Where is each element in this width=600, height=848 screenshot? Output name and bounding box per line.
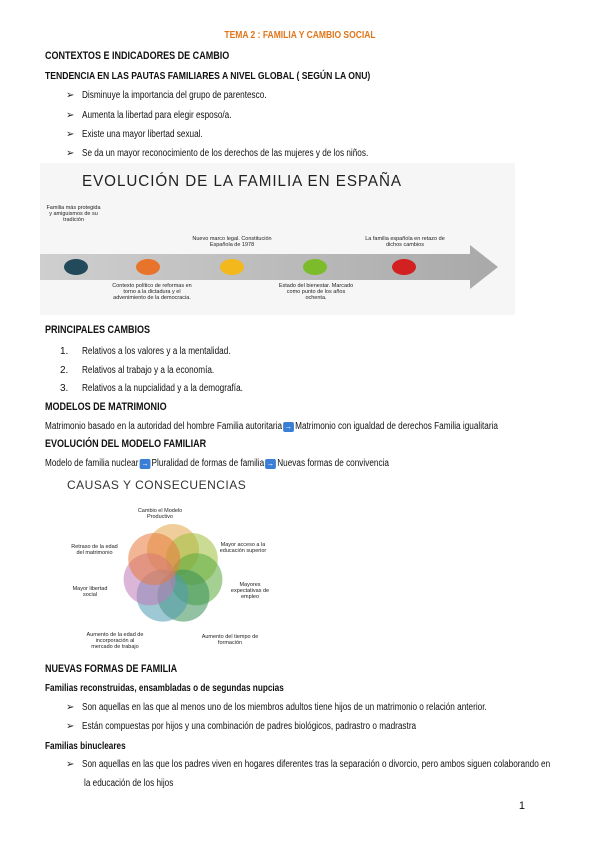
arrowhead-bullet-icon: ➢ [66,721,75,732]
timeline-note-bottom-1: Contexto político de reformas en torno a la dictadura y el advenimiento de la democracia. [112,283,192,301]
right-arrow-icon: → [284,422,293,431]
cause-label: Mayores expectativas de empleo [230,582,270,600]
right-arrow-icon: → [267,459,275,468]
right-arrow-icon: → [141,459,149,468]
timeline-note-bottom-2: Estado del bienestar. Marcado como punto de los años ochenta. [278,283,354,301]
cause-label: Cambio el Modelo Productivo [137,508,183,520]
arrowhead-bullet-icon: ➢ [66,110,75,121]
bullet-item: ➢ Existe una mayor libertad sexual. [66,129,203,140]
heading-tendencia: TENDENCIA EN LAS PAUTAS FAMILIARES A NIVEL GLOBAL ( SEGÚN LA ONU) [45,70,371,82]
bullet-item: ➢ Son aquellas en las que al menos uno de los miembros adultos tiene hijos de un matrimonio o relación anterior. [66,702,487,713]
marriage-models-line: Matrimonio basado en la autoridad del hombre Familia autoritaria → Matrimonio con igualdad de derechos Familia igualitaria [45,421,498,432]
timeline-note-top-mid: Nuevo marco legal. Constitución Española de 1978 [192,236,272,248]
timeline-dot [64,259,88,275]
numbered-item: 1. Relativos a los valores y a la mentalidad. [60,346,231,357]
bullet-continuation: la educación de los hijos [84,778,174,789]
timeline-dot [220,259,244,275]
timeline-note-left: Familia más protegida y amiguismos de su tradición [46,205,101,223]
flower-petal [128,533,180,585]
cause-label: Aumento del tiempo de formación [201,634,259,646]
heading-familias-binucleares: Familias binucleares [45,741,126,752]
heading-principales-cambios: PRINCIPALES CAMBIOS [45,324,151,336]
flower-diagram [55,472,295,652]
heading-nuevas-formas: NUEVAS FORMAS DE FAMILIA [45,663,178,675]
arrowhead-bullet-icon: ➢ [66,148,75,159]
bullet-item: ➢ Son aquellas en las que los padres viven en hogares diferentes tras la separación o divorcio, pero ambos siguen colaborando en [66,759,551,770]
evolution-line: Modelo de familia nuclear → Pluralidad de formas de familia → Nuevas formas de convivencia [45,458,389,469]
cause-label: Mayor libertad social [72,586,108,598]
heading-modelos-matrimonio: MODELOS DE MATRIMONIO [45,401,167,413]
timeline-title: EVOLUCIÓN DE LA FAMILIA EN ESPAÑA [82,173,402,190]
arrowhead-bullet-icon: ➢ [66,90,75,101]
timeline-note-top-right: La familia española en retazo de dichos cambios [365,236,445,248]
heading-evolucion-modelo: EVOLUCIÓN DEL MODELO FAMILIAR [45,438,207,450]
causes-diagram [55,472,295,652]
arrowhead-bullet-icon: ➢ [66,129,75,140]
bullet-item: ➢ Disminuye la importancia del grupo de parentesco. [66,90,267,101]
causes-title: CAUSAS Y CONSECUENCIAS [67,478,247,492]
timeline-dot [392,259,416,275]
heading-familias-reconstruidas: Familias reconstruidas, ensambladas o de segundas nupcias [45,683,284,694]
numbered-item: 3. Relativos a la nupcialidad y a la demografía. [60,383,243,394]
timeline-dot [136,259,160,275]
heading-contextos: CONTEXTOS E INDICADORES DE CAMBIO [45,50,230,62]
bullet-item: ➢ Están compuestas por hijos y una combinación de padres biológicos, padrastro o madrastra [66,721,417,732]
arrowhead-bullet-icon: ➢ [66,702,75,713]
bullet-item: ➢ Se da un mayor reconocimiento de los derechos de las mujeres y de los niños. [66,148,369,159]
timeline-dot [303,259,327,275]
document-title: TEMA 2 : FAMILIA Y CAMBIO SOCIAL [224,30,376,41]
numbered-item: 2. Relativos al trabajo y a la economía. [60,365,215,376]
page-number: 1 [518,800,525,812]
cause-label: Retraso de la edad del matrimonio [71,544,118,556]
cause-label: Mayor acceso a la educación superior [219,542,267,554]
timeline-arrow [40,245,498,289]
timeline-infographic [40,163,515,315]
arrowhead-bullet-icon: ➢ [66,759,75,770]
bullet-item: ➢ Aumenta la libertad para elegir esposo/a. [66,110,232,121]
cause-label: Aumento de la edad de incorporación al mercado de trabajo [86,632,144,650]
